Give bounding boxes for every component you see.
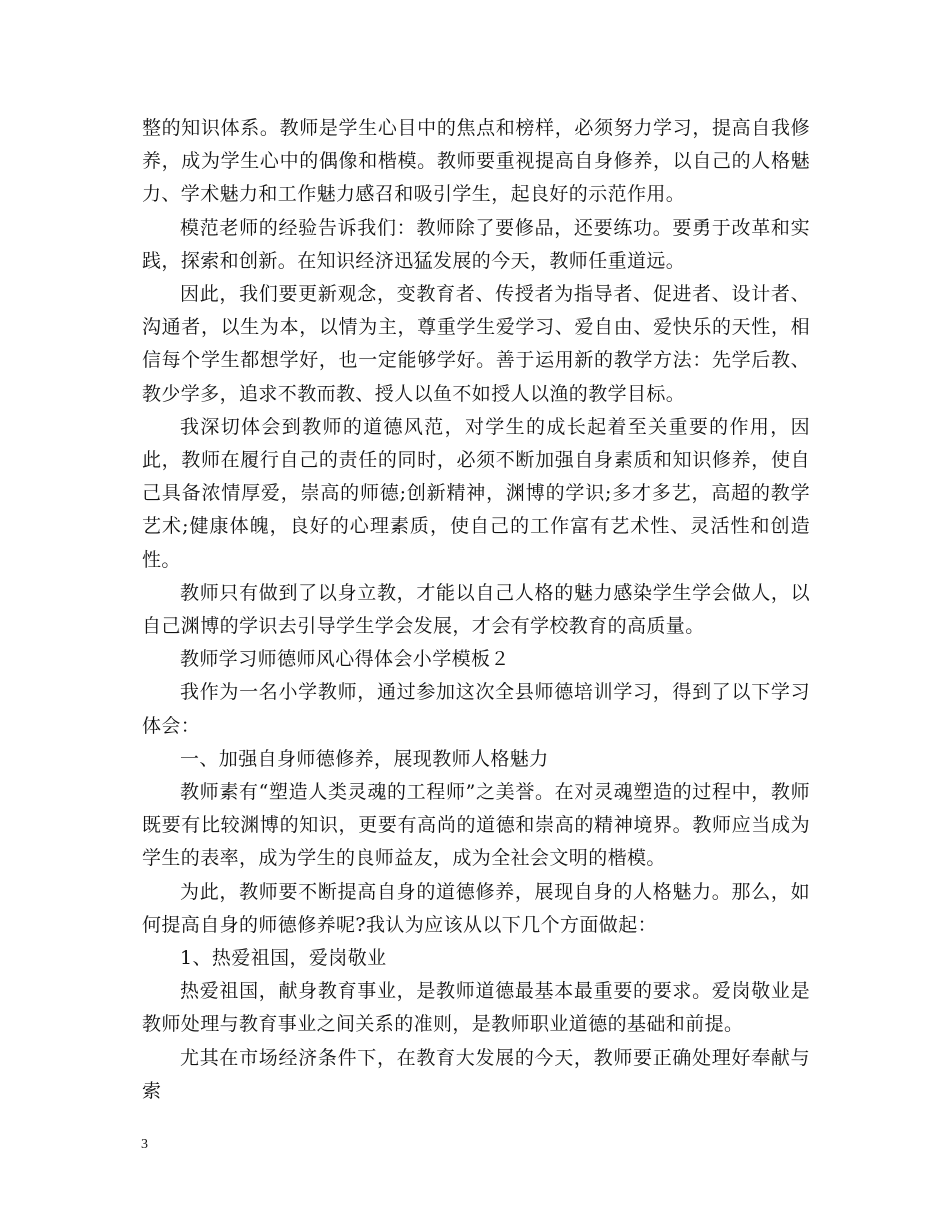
paragraph: 教师素有“塑造人类灵魂的工程师”之美誉。在对灵魂塑造的过程中，教师既要有比较渊博的知识，更要有高尚的道德和崇高的精神境界。教师应当成为学生的表率，成为学生的良师益友，成为全社会文明的楷模。 bbox=[142, 781, 810, 870]
paragraph: 整的知识体系。教师是学生心目中的焦点和榜样，必须努力学习，提高自我修养，成为学生心中的偶像和楷模。教师要重视提高自身修养，以自己的人格魅力、学术魅力和工作魅力感召和吸引学生，起良好的示范作用。 bbox=[142, 117, 810, 206]
list-item-heading: 1、热爱祖国，爱岗敬业 bbox=[180, 947, 387, 970]
paragraph: 热爱祖国，献身教育事业，是教师道德最基本最重要的要求。爱岗敬业是教师处理与教育事业之间关系的准则，是教师职业道德的基础和前提。 bbox=[142, 980, 810, 1036]
page-number: 3 bbox=[141, 1137, 148, 1152]
paragraph: 教师只有做到了以身立教，才能以自己人格的魅力感染学生学会做人，以自己渊博的学识去引导学生学会发展，才会有学校教育的高质量。 bbox=[142, 581, 810, 638]
paragraph: 因此，我们要更新观念，变教育者、传授者为指导者、促进者、设计者、沟通者，以生为本，以情为主，尊重学生爱学习、爱自由、爱快乐的天性，相信每个学生都想学好，也一定能够学好。善于运用新的教学方法：先学后教、教少学多，追求不教而教、授人以鱼不如授人以渔的教学目标。 bbox=[142, 283, 810, 405]
paragraph: 尤其在市场经济条件下，在教育大发展的今天，教师要正确处理好奉献与索 bbox=[142, 1046, 810, 1102]
paragraph: 为此，教师要不断提高自身的道德修养，展现自身的人格魅力。那么，如何提高自身的师德修养呢?我认为应该从以下几个方面做起： bbox=[142, 880, 810, 936]
page-body bbox=[142, 112, 810, 1108]
paragraph: 模范老师的经验告诉我们：教师除了要修品，还要练功。要勇于改革和实践，探索和创新。在知识经济迅猛发展的今天，教师任重道远。 bbox=[142, 216, 810, 272]
section-heading: 教师学习师德师风心得体会小学模板２ bbox=[180, 648, 510, 671]
subsection-heading: 一、加强自身师德修养，展现教师人格魅力 bbox=[180, 747, 549, 770]
paragraph: 我深切体会到教师的道德风范，对学生的成长起着至关重要的作用，因此，教师在履行自己的责任的同时，必须不断加强自身素质和知识修养，使自己具备浓情厚爱，崇高的师德;创新精神，渊博的学识;多才多艺，高超的教学艺术;健康体魄，良好的心理素质，使自己的工作富有艺术性、灵活性和创造性。 bbox=[142, 415, 810, 571]
paragraph: 我作为一名小学教师，通过参加这次全县师德培训学习，得到了以下学习体会： bbox=[142, 681, 810, 737]
